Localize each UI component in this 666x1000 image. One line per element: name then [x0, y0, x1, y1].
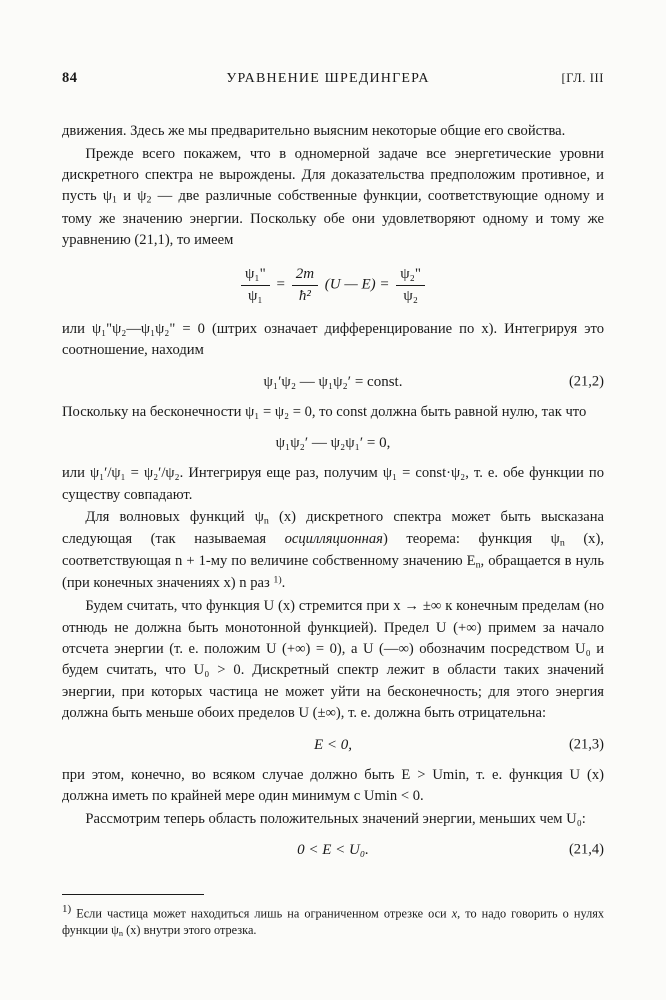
paragraph-7: Будем считать, что функция U (x) стремится при x → ±∞ к конечным пределам (но отнюдь не должна быть монотонной функцией). Предел U (+∞) примем за начало отсчета энергии (т. е. положим U (+∞) = 0), а U (—∞) обозначим посредством U₀ и будем считать, что U₀ > 0. Дискретный спектр лежит в области таких значений энергии, при которых частица не может уйти на бесконечность; для этого энергия должна быть меньше обоих пределов U (±∞), т. е. должна быть отрицательна:	[62, 598, 604, 722]
oscillation-theorem-emphasis: осцилляционная	[284, 531, 383, 548]
equation-21-2-expression: ψ₁′ψ₂ — ψ₁ψ₂′ = const.	[263, 373, 403, 390]
equation-21-3	[62, 734, 604, 756]
paragraph-9: Рассмотрим теперь область положительных значений энергии, меньших чем U₀:	[85, 810, 586, 827]
chapter-marker: [ГЛ. III	[561, 71, 604, 85]
paragraph-6: Для волновых функций $\psi_n$ (x) дискретного спектра может быть высказана следующая (так называемая осцилляционная) теорема: функция $\psi_n$ (x), соответствующая n + 1-му по величине собственному значению $E_n$, обращается в нуль (при конечных значениях x) n раз $^{1)}$.	[62, 509, 604, 592]
psi-2-subscript: 2	[146, 194, 152, 206]
running-title: УРАВНЕНИЕ ШРЕДИНГЕРА	[226, 71, 430, 86]
fraction-2m-hbar2: $\frac{2m}{\text{ħ²}}$	[292, 265, 318, 306]
equation-wronskian-expression: ψ₁ψ₂′ — ψ₂ψ₁′ = 0,	[275, 435, 391, 452]
fraction-psi2-second-derivative: $\frac{\text{ψ₂"}}{\text{ψ₂}}$	[396, 265, 425, 306]
footer-spacer	[62, 870, 604, 876]
equation-21-4-expression: 0 < E < U₀.	[297, 842, 369, 859]
equation-21-3-expression: E < 0,	[313, 736, 353, 753]
page-body	[62, 121, 604, 940]
equation-21-4	[62, 839, 604, 861]
equation-21-4-number: (21,4)	[568, 841, 604, 858]
page-header	[62, 70, 604, 87]
footnote-mark: 1)	[62, 903, 72, 916]
footnote-reference[interactable]: 1)	[273, 575, 282, 587]
equation-21-3-number: (21,3)	[568, 736, 604, 753]
page-number: 84	[62, 70, 78, 86]
paragraph-2: Прежде всего покажем, что в одномерной задаче все энергетические уровни дискретного спектра не вырождены. Для доказательства предположим противное, и пусть $\psi_1$ и $\psi_2$ — две различные собственные функции, соответствующие одному и тому же значению энергии. Поскольку обе они удовлетворяют одному и тому же уравнению (21,1), то имеем	[62, 145, 604, 248]
psi-1-subscript: 1	[112, 194, 117, 206]
fraction-psi1-second-derivative: $\frac{\text{ψ₁"}}{\text{ψ₁}}$	[241, 265, 270, 306]
footnote-psi-n-subscript: n	[118, 929, 124, 939]
paragraph-5: или ψ₁′/ψ₁ = ψ₂′/ψ₂. Интегрируя еще раз, получим ψ₁ = const·ψ₂, т. е. обе функции по существу совпадают.	[62, 465, 604, 503]
equation-wronskian-zero	[62, 432, 604, 454]
footnote-block: 1) Если частица может находиться лишь на ограниченном отрезке оси x, то надо говорить о нулях функции $\psi_n$ (x) внутри этого отрезка.	[62, 903, 605, 939]
equation-21-2	[62, 371, 604, 393]
paragraph-4: Поскольку на бесконечности ψ₁ = ψ₂ = 0, то const должна быть равной нулю, так что	[62, 403, 587, 420]
equation-21-1-derived	[62, 265, 604, 306]
psi-n-subscript-1: n	[263, 515, 269, 527]
footnote-divider	[62, 894, 204, 895]
equation-21-2-number: (21,2)	[568, 373, 604, 390]
paragraph-8: при этом, конечно, во всяком случае должно быть E > Umin, т. е. функция U (x) должна иметь по крайней мере один минимум с Umin < 0.	[62, 766, 604, 805]
u-minus-e-term: (U — E) =	[324, 277, 390, 294]
paragraph-3: или ψ₁"ψ₂—ψ₁ψ₂" = 0 (штрих означает дифференцирование по x). Интегрируя это соотношение, находим	[62, 320, 604, 359]
equals-sign-1: =	[276, 277, 285, 294]
psi-n-subscript-2: n	[559, 537, 565, 549]
paragraph-1: движения. Здесь же мы предварительно выясним некоторые общие его свойства.	[62, 123, 566, 139]
footnote-italic-x: x	[451, 906, 458, 921]
e-n-subscript: n	[475, 559, 481, 571]
